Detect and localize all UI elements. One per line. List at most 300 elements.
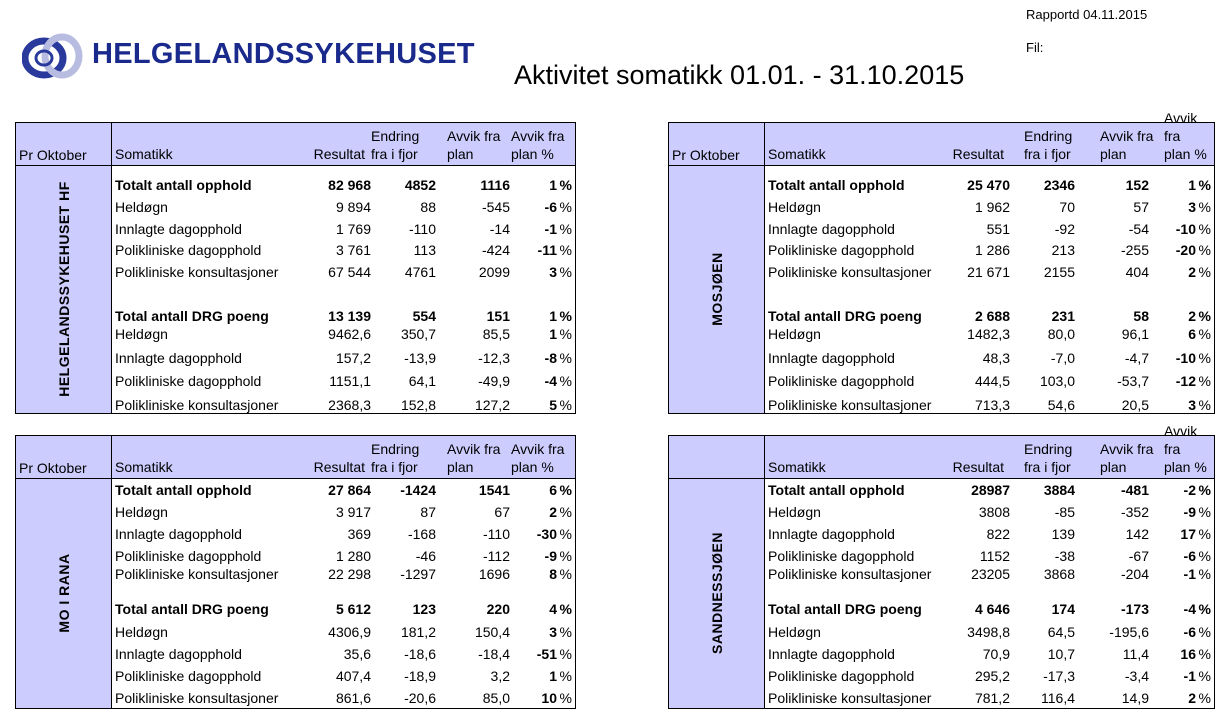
cell-resultat: 9462,6: [328, 326, 371, 342]
cell-resultat: 1151,1: [329, 373, 371, 389]
percent-sign: %: [559, 308, 572, 324]
table-row: [112, 175, 575, 195]
percent-sign: %: [559, 646, 572, 662]
percent-sign: %: [1198, 350, 1211, 366]
unit-label: [669, 165, 764, 413]
percent-sign: %: [1198, 199, 1211, 215]
table-row: [112, 240, 575, 260]
pr-cell: [16, 123, 111, 166]
file-label: Fil:: [1026, 40, 1044, 55]
cell-avvik-pct: -6: [1183, 624, 1196, 640]
row-label: Totalt antall opphold: [115, 177, 252, 193]
cell-resultat: 2 688: [974, 308, 1010, 324]
cell-resultat: 1482,3: [967, 326, 1010, 342]
percent-sign: %: [559, 504, 572, 520]
cell-endring: 123: [412, 601, 436, 617]
table-row: [765, 197, 1214, 217]
cell-avvik-pct: 5: [549, 397, 557, 413]
header-endring: Endring fra i fjor: [371, 128, 420, 162]
cell-endring: 4852: [404, 177, 436, 193]
row-label: Polikliniske dagopphold: [115, 668, 262, 684]
row-label: Polikliniske dagopphold: [115, 548, 262, 564]
pr-cell: [16, 436, 111, 479]
cell-resultat: 48,3: [982, 350, 1010, 366]
cell-avvik-plan: 151: [486, 308, 510, 324]
cell-avvik-pct: -1: [1183, 668, 1196, 684]
cell-resultat: 157,2: [335, 350, 371, 366]
unit-column: [16, 436, 112, 708]
percent-sign: %: [559, 264, 572, 280]
percent-sign: %: [1198, 566, 1211, 582]
cell-resultat: 861,6: [335, 690, 371, 706]
unit-column: [669, 123, 765, 413]
cell-endring: 139: [1051, 526, 1075, 542]
percent-sign: %: [1198, 397, 1211, 413]
pr-cell: [669, 123, 764, 166]
cell-avvik-plan: -4,7: [1124, 350, 1149, 366]
cell-resultat: 1 769: [335, 221, 371, 237]
cell-avvik-plan: 1696: [478, 566, 510, 582]
cell-avvik-plan: 1116: [480, 177, 510, 193]
cell-avvik-plan: -110: [483, 526, 510, 542]
cell-avvik-pct: -1: [1183, 566, 1196, 582]
cell-avvik-pct: 8: [549, 566, 557, 582]
unit-label: [16, 478, 111, 708]
header-avvik-plan: Avvik fra plan: [447, 441, 501, 475]
row-label: Polikliniske dagopphold: [768, 668, 915, 684]
percent-sign: %: [559, 373, 572, 389]
cell-endring: 113: [413, 242, 436, 258]
cell-endring: 116,4: [1041, 690, 1075, 706]
cell-avvik-plan: -255: [1120, 242, 1149, 258]
cell-resultat: 27 864: [328, 482, 371, 498]
cell-avvik-pct: -8: [544, 350, 557, 366]
cell-resultat: 713,3: [974, 397, 1010, 413]
cell-avvik-plan: -195,6: [1109, 624, 1149, 640]
unit-column: [669, 436, 765, 708]
header-somatikk: Somatikk: [768, 146, 826, 162]
row-label: Polikliniske konsultasjoner: [115, 566, 279, 582]
cell-endring: -1424: [400, 482, 436, 498]
percent-sign: %: [559, 221, 572, 237]
cell-endring: 10,7: [1047, 646, 1075, 662]
table-row: [112, 599, 575, 619]
header-avvik-plan: Avvik fra plan: [1100, 128, 1154, 162]
cell-resultat: 1 286: [974, 242, 1010, 258]
header-avvik-plan: Avvik fra plan: [447, 128, 501, 162]
cell-endring: -1297: [400, 566, 436, 582]
table-row: [112, 480, 575, 500]
table-row: [765, 546, 1214, 566]
cell-avvik-pct: 2: [1188, 308, 1196, 324]
percent-sign: %: [559, 690, 572, 706]
percent-sign: %: [1198, 177, 1211, 193]
cell-avvik-pct: 10: [541, 690, 557, 706]
cell-avvik-pct: -51: [536, 646, 557, 662]
logo: [22, 28, 482, 88]
percent-sign: %: [1198, 548, 1211, 564]
cell-endring: 54,6: [1047, 397, 1075, 413]
table-row: [112, 502, 575, 522]
report-date-value: 04.11.2015: [1083, 7, 1148, 22]
header-endring: Endring fra i fjor: [1024, 441, 1073, 475]
percent-sign: %: [559, 624, 572, 640]
cell-resultat: 4 646: [974, 601, 1010, 617]
table-row: [112, 644, 575, 664]
cell-avvik-plan: -112: [483, 548, 510, 564]
table-row: [112, 219, 575, 239]
table-header: [112, 436, 575, 479]
cell-avvik-pct: -20: [1175, 242, 1196, 258]
cell-resultat: 23205: [971, 566, 1010, 582]
cell-avvik-plan: 3,2: [490, 668, 510, 684]
cell-avvik-pct: 1: [1188, 177, 1196, 193]
cell-endring: 70: [1059, 199, 1075, 215]
cell-endring: 3868: [1043, 566, 1075, 582]
cell-avvik-pct: 1: [549, 668, 557, 684]
header-somatikk: Somatikk: [115, 146, 173, 162]
cell-avvik-pct: 3: [549, 264, 557, 280]
cell-endring: 64,5: [1047, 624, 1075, 640]
cell-endring: -7,0: [1050, 350, 1075, 366]
cell-endring: -18,9: [404, 668, 436, 684]
table-header: [112, 123, 575, 166]
cell-endring: -110: [409, 221, 436, 237]
cell-endring: 88: [420, 199, 436, 215]
cell-resultat: 295,2: [974, 668, 1010, 684]
cell-avvik-plan: -352: [1120, 504, 1149, 520]
cell-avvik-pct: 17: [1180, 526, 1196, 542]
percent-sign: %: [1198, 221, 1211, 237]
cell-avvik-plan: 150,4: [474, 624, 510, 640]
table-row: [765, 219, 1214, 239]
cell-avvik-plan: 2099: [478, 264, 510, 280]
table-header: [765, 423, 1214, 479]
row-label: Total antall DRG poeng: [115, 308, 269, 324]
row-label: Total antall DRG poeng: [115, 601, 269, 617]
cell-endring: 2346: [1043, 177, 1075, 193]
cell-endring: -46: [415, 548, 436, 564]
table-row: [112, 622, 575, 642]
cell-avvik-pct: 1: [549, 177, 557, 193]
cell-avvik-pct: -2: [1183, 482, 1196, 498]
cell-avvik-pct: -6: [544, 199, 557, 215]
cell-avvik-pct: 2: [1188, 264, 1196, 280]
table-row: [112, 688, 575, 708]
cell-endring: -20,6: [404, 690, 436, 706]
cell-resultat: 781,2: [974, 690, 1010, 706]
table-row: [112, 197, 575, 217]
percent-sign: %: [1198, 242, 1211, 258]
unit-label: [669, 478, 764, 708]
cell-avvik-pct: -9: [544, 548, 557, 564]
cell-avvik-plan: 404: [1125, 264, 1149, 280]
cell-avvik-plan: 96,1: [1121, 326, 1149, 342]
row-label: Totalt antall opphold: [768, 482, 905, 498]
cell-avvik-plan: -54: [1128, 221, 1149, 237]
pr-label: Pr Oktober: [19, 460, 87, 476]
table-row: [765, 622, 1214, 642]
cell-avvik-pct: -10: [1175, 350, 1196, 366]
row-label: Polikliniske konsultasjoner: [115, 690, 279, 706]
header-resultat: Resultat: [313, 146, 365, 162]
cell-endring: 231: [1051, 308, 1075, 324]
row-label: Innlagte dagopphold: [768, 646, 895, 662]
row-label: Polikliniske dagopphold: [768, 548, 915, 564]
table-row: [112, 546, 575, 566]
pr-label: Pr Oktober: [19, 147, 87, 163]
cell-avvik-plan: 142: [1125, 526, 1149, 542]
unit-name: MO I RANA: [55, 553, 72, 633]
cell-avvik-plan: 20,5: [1121, 397, 1149, 413]
cell-endring: 80,0: [1047, 326, 1075, 342]
panel-mo-i-rana: [15, 435, 576, 709]
percent-sign: %: [559, 566, 572, 582]
cell-resultat: 369: [347, 526, 371, 542]
cell-avvik-pct: 16: [1180, 646, 1196, 662]
table-row: [112, 395, 575, 415]
cell-resultat: 3 761: [335, 242, 371, 258]
cell-endring: -13,9: [404, 350, 436, 366]
cell-avvik-pct: 6: [549, 482, 557, 498]
cell-resultat: 82 968: [328, 177, 371, 193]
percent-sign: %: [559, 350, 572, 366]
table-row: [112, 306, 575, 326]
row-label: Polikliniske dagopphold: [115, 373, 262, 389]
cell-avvik-pct: -4: [544, 373, 557, 389]
cell-resultat: 28987: [971, 482, 1010, 498]
table-row: [765, 480, 1214, 500]
table-row: [765, 564, 1214, 584]
percent-sign: %: [1198, 624, 1211, 640]
cell-resultat: 21 671: [967, 264, 1010, 280]
cell-endring: 174: [1051, 601, 1075, 617]
percent-sign: %: [559, 177, 572, 193]
cell-resultat: 407,4: [335, 668, 371, 684]
percent-sign: %: [559, 668, 572, 684]
cell-resultat: 1 280: [335, 548, 371, 564]
row-label: Innlagte dagopphold: [768, 221, 895, 237]
table-row: [765, 306, 1214, 326]
cell-endring: -92: [1054, 221, 1075, 237]
percent-sign: %: [1198, 308, 1211, 324]
cell-endring: 350,7: [400, 326, 436, 342]
cell-endring: 554: [412, 308, 436, 324]
row-label: Heldøgn: [768, 199, 821, 215]
cell-avvik-pct: -11: [537, 242, 557, 258]
table-row: [112, 371, 575, 391]
percent-sign: %: [1198, 264, 1211, 280]
row-label: Innlagte dagopphold: [768, 526, 895, 542]
percent-sign: %: [1198, 482, 1211, 498]
percent-sign: %: [559, 601, 572, 617]
cell-resultat: 9 894: [335, 199, 371, 215]
cell-avvik-plan: -53,7: [1117, 373, 1149, 389]
header-resultat: Resultat: [952, 459, 1004, 475]
header-avvik-pct: Avvik fra plan %: [511, 441, 565, 475]
cell-avvik-pct: 2: [549, 504, 557, 520]
cell-endring: 87: [420, 504, 436, 520]
table-row: [765, 502, 1214, 522]
cell-resultat: 70,9: [982, 646, 1010, 662]
cell-avvik-pct: -12: [1175, 373, 1196, 389]
table-header: [765, 110, 1214, 166]
cell-avvik-plan: -545: [481, 199, 510, 215]
cell-avvik-pct: 3: [1188, 199, 1196, 215]
table-row: [765, 599, 1214, 619]
cell-endring: 181,2: [400, 624, 436, 640]
cell-avvik-plan: 67: [494, 504, 510, 520]
cell-avvik-pct: -30: [536, 526, 557, 542]
cell-endring: -85: [1054, 504, 1075, 520]
row-label: Polikliniske konsultasjoner: [115, 397, 279, 413]
logo-text: HELGELANDSSYKEHUSET: [92, 38, 475, 70]
row-label: Heldøgn: [768, 326, 821, 342]
percent-sign: %: [559, 548, 572, 564]
table-row: [112, 262, 575, 282]
row-label: Heldøgn: [115, 624, 168, 640]
row-label: Heldøgn: [115, 199, 168, 215]
cell-resultat: 3808: [978, 504, 1010, 520]
cell-avvik-plan: -14: [489, 221, 510, 237]
unit-name: MOSJØEN: [708, 252, 725, 326]
row-label: Heldøgn: [768, 504, 821, 520]
table-row: [112, 348, 575, 368]
header-avvik-pct: Avvik fra plan %: [1164, 110, 1207, 162]
row-label: Total antall DRG poeng: [768, 308, 922, 324]
percent-sign: %: [1198, 526, 1211, 542]
cell-avvik-plan: -18,4: [478, 646, 510, 662]
row-label: Totalt antall opphold: [115, 482, 252, 498]
row-label: Polikliniske dagopphold: [115, 242, 262, 258]
cell-avvik-pct: 3: [1188, 397, 1196, 413]
cell-avvik-plan: 11,4: [1122, 646, 1149, 662]
row-label: Innlagte dagopphold: [768, 350, 895, 366]
row-label: Innlagte dagopphold: [115, 350, 242, 366]
cell-avvik-plan: 1541: [478, 482, 510, 498]
panel-mosjoen: [668, 110, 1215, 414]
cell-avvik-pct: -10: [1175, 221, 1196, 237]
cell-endring: -18,6: [404, 646, 436, 662]
row-label: Innlagte dagopphold: [115, 646, 242, 662]
cell-resultat: 3 917: [335, 504, 371, 520]
cell-avvik-pct: 1: [549, 326, 557, 342]
cell-endring: 64,1: [408, 373, 436, 389]
report-label: Rapportd: [1026, 7, 1080, 22]
cell-resultat: 35,6: [343, 646, 371, 662]
row-label: Heldøgn: [768, 624, 821, 640]
percent-sign: %: [1198, 504, 1211, 520]
table-row: [112, 666, 575, 686]
panel-sandnessjoen: [668, 423, 1215, 709]
table-row: [765, 262, 1214, 282]
cell-avvik-plan: 85,0: [482, 690, 510, 706]
cell-resultat: 1 962: [974, 199, 1010, 215]
unit-name: SANDNESSJØEN: [708, 532, 725, 654]
cell-endring: -17,3: [1043, 668, 1075, 684]
row-label: Polikliniske konsultasjoner: [768, 264, 932, 280]
header-somatikk: Somatikk: [768, 459, 826, 475]
cell-avvik-plan: -12,3: [478, 350, 510, 366]
row-label: Innlagte dagopphold: [115, 221, 242, 237]
unit-label: [16, 165, 111, 413]
cell-avvik-plan: 85,5: [482, 326, 510, 342]
header-avvik-pct: Avvik fra plan %: [511, 128, 565, 162]
cell-avvik-pct: -1: [544, 221, 557, 237]
cell-avvik-plan: -173: [1120, 601, 1149, 617]
cell-avvik-pct: 2: [1188, 690, 1196, 706]
percent-sign: %: [1198, 326, 1211, 342]
table-row: [112, 324, 575, 344]
cell-avvik-pct: 6: [1188, 326, 1196, 342]
pr-label: Pr Oktober: [672, 147, 740, 163]
row-label: Total antall DRG poeng: [768, 601, 922, 617]
cell-endring: 213: [1051, 242, 1075, 258]
cell-resultat: 22 298: [328, 566, 371, 582]
cell-avvik-plan: 14,9: [1121, 690, 1149, 706]
percent-sign: %: [559, 199, 572, 215]
row-label: Totalt antall opphold: [768, 177, 905, 193]
cell-endring: 152,8: [400, 397, 436, 413]
row-label: Polikliniske dagopphold: [768, 373, 915, 389]
cell-avvik-plan: -49,9: [478, 373, 510, 389]
header-somatikk: Somatikk: [115, 459, 173, 475]
table-row: [765, 666, 1214, 686]
header-resultat: Resultat: [952, 146, 1004, 162]
cell-avvik-pct: 1: [549, 308, 557, 324]
table-row: [765, 395, 1214, 415]
cell-resultat: 4306,9: [328, 624, 371, 640]
percent-sign: %: [559, 526, 572, 542]
percent-sign: %: [1198, 373, 1211, 389]
header-avvik-plan: Avvik fra plan: [1100, 441, 1154, 475]
row-label: Polikliniske konsultasjoner: [768, 397, 932, 413]
cell-resultat: 3498,8: [967, 624, 1010, 640]
table-row: [765, 524, 1214, 544]
cell-avvik-plan: 152: [1125, 177, 1149, 193]
percent-sign: %: [1198, 668, 1211, 684]
cell-resultat: 67 544: [328, 264, 371, 280]
panel-helgelandssykehuset: [15, 122, 576, 414]
cell-avvik-pct: -9: [1183, 504, 1196, 520]
cell-avvik-plan: -67: [1128, 548, 1149, 564]
row-label: Polikliniske konsultasjoner: [768, 690, 932, 706]
header-endring: Endring fra i fjor: [1024, 128, 1073, 162]
header-avvik-pct: Avvik fra plan %: [1164, 423, 1207, 475]
cell-avvik-plan: 58: [1133, 308, 1149, 324]
percent-sign: %: [559, 326, 572, 342]
table-row: [765, 240, 1214, 260]
cell-resultat: 5 612: [335, 601, 371, 617]
cell-avvik-plan: -424: [481, 242, 510, 258]
page-title: Aktivitet somatikk 01.01. - 31.10.2015: [514, 60, 965, 90]
cell-resultat: 551: [986, 221, 1010, 237]
cell-resultat: 25 470: [967, 177, 1010, 193]
percent-sign: %: [1198, 601, 1211, 617]
cell-avvik-pct: -4: [1183, 601, 1196, 617]
cell-endring: -168: [407, 526, 436, 542]
percent-sign: %: [1198, 690, 1211, 706]
cell-avvik-plan: 57: [1133, 199, 1149, 215]
row-label: Polikliniske konsultasjoner: [115, 264, 279, 280]
report-date: [1026, 7, 1147, 22]
pr-cell: [669, 436, 764, 479]
percent-sign: %: [559, 242, 572, 258]
header-endring: Endring fra i fjor: [371, 441, 420, 475]
cell-avvik-plan: -481: [1120, 482, 1149, 498]
logo-rings-icon: [22, 28, 88, 84]
table-row: [765, 348, 1214, 368]
